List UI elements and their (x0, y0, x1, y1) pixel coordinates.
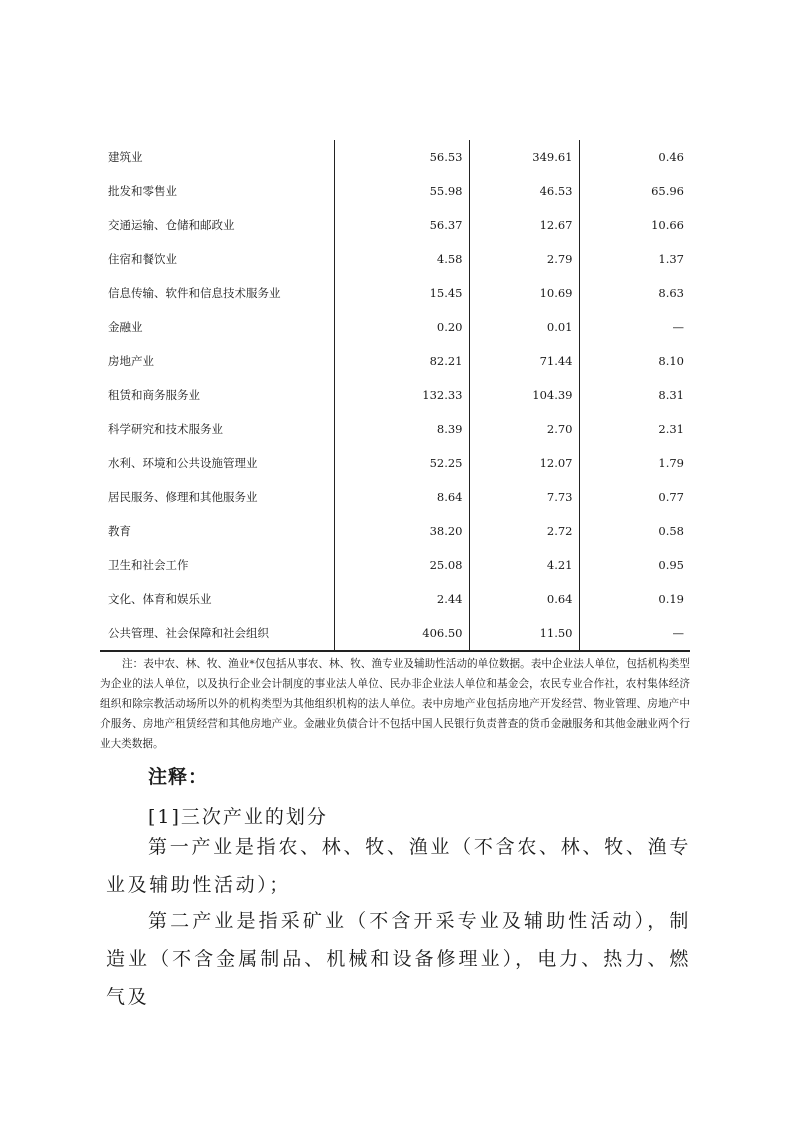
table-row (100, 310, 690, 344)
value-cell: 55.98 (334, 174, 469, 208)
industry-name-cell: 租赁和商务服务业 (108, 388, 200, 402)
industry-name-cell: 公共管理、社会保障和社会组织 (100, 616, 334, 651)
industry-name-cell: 建筑业 (108, 150, 143, 164)
value-cell: 15.45 (334, 276, 469, 310)
value-cell: 406.50 (334, 616, 469, 651)
value-cell: 4.58 (334, 242, 469, 276)
notes-heading: 注释： (148, 766, 209, 788)
industry-name-cell: 信息传输、软件和信息技术服务业 (108, 286, 281, 300)
value-cell: 52.25 (334, 446, 469, 480)
value-cell: 2.79 (469, 242, 579, 276)
value-cell: 1.79 (579, 446, 690, 480)
industry-name-cell: 卫生和社会工作 (108, 558, 189, 572)
value-cell: 56.37 (334, 208, 469, 242)
industry-name-cell: 文化、体育和娱乐业 (108, 592, 212, 606)
table-row (100, 616, 690, 651)
value-cell: 25.08 (334, 548, 469, 582)
value-cell: 12.67 (469, 208, 579, 242)
industry-name-cell: 教育 (108, 524, 131, 538)
table-row (100, 480, 690, 514)
value-cell: 2.44 (334, 582, 469, 616)
value-cell: 8.39 (334, 412, 469, 446)
table-row (100, 208, 690, 242)
value-cell: 8.63 (579, 276, 690, 310)
value-cell: 38.20 (334, 514, 469, 548)
value-cell: 8.31 (579, 378, 690, 412)
value-cell: 0.58 (579, 514, 690, 548)
value-cell: 82.21 (334, 344, 469, 378)
table-row (100, 140, 690, 174)
table-row (100, 378, 690, 412)
value-cell: 10.66 (579, 208, 690, 242)
value-cell: 7.73 (469, 480, 579, 514)
value-cell: 349.61 (469, 140, 579, 174)
table-body (100, 140, 690, 651)
value-cell: 0.95 (579, 548, 690, 582)
table-row (100, 174, 690, 208)
value-cell: 2.70 (469, 412, 579, 446)
notes-subheading: [1]三次产业的划分 (148, 806, 328, 828)
industry-name-cell: 科学研究和技术服务业 (108, 422, 223, 436)
value-cell: 2.31 (579, 412, 690, 446)
value-cell: — (579, 310, 690, 344)
value-cell: 12.07 (469, 446, 579, 480)
value-cell: 0.01 (469, 310, 579, 344)
value-cell: 46.53 (469, 174, 579, 208)
value-cell: 71.44 (469, 344, 579, 378)
value-cell: 56.53 (334, 140, 469, 174)
industry-data-table (100, 140, 690, 652)
industry-name-cell: 批发和零售业 (108, 184, 177, 198)
value-cell: 0.64 (469, 582, 579, 616)
value-cell: 0.19 (579, 582, 690, 616)
table-row (100, 276, 690, 310)
value-cell: 1.37 (579, 242, 690, 276)
value-cell: 11.50 (469, 616, 579, 651)
value-cell: 0.46 (579, 140, 690, 174)
table-row (100, 242, 690, 276)
industry-name-cell: 金融业 (108, 320, 143, 334)
value-cell: — (579, 616, 690, 651)
table-row (100, 446, 690, 480)
value-cell: 132.33 (334, 378, 469, 412)
value-cell: 4.21 (469, 548, 579, 582)
notes-paragraph: 第一产业是指农、林、牧、渔业（不含农、林、牧、渔专业及辅助性活动）； (106, 836, 691, 896)
table-row (100, 514, 690, 548)
industry-name-cell: 水利、环境和公共设施管理业 (108, 456, 258, 470)
industry-name-cell: 房地产业 (108, 354, 154, 368)
value-cell: 0.77 (579, 480, 690, 514)
industry-name-cell: 住宿和餐饮业 (108, 252, 177, 266)
table-row (100, 344, 690, 378)
industry-name-cell: 交通运输、仓储和邮政业 (108, 218, 235, 232)
table-footnote: 注：表中农、林、牧、渔业*仅包括从事农、林、牧、渔专业及辅助性活动的单位数据。表中企业法人单位，包括机构类型为企业的法人单位，以及执行企业会计制度的事业法人单位、民办非企业法人单位和基金会，农民专业合作社，农村集体经济组织和除宗教活动场所以外的机构类型为其他组织机构的法人单位。表中房地产业包括房地产开发经营、物业管理、房地产中介服务、房地产租赁经营和其他房地产业。金融业负债合计不包括中国人民银行负责普查的货币金融服务和其他金融业两个行业大类数据。 (100, 658, 690, 750)
table-row (100, 582, 690, 616)
table-row (100, 412, 690, 446)
notes-paragraph: 第二产业是指采矿业（不含开采专业及辅助性活动），制造业（不含金属制品、机械和设备修理业），电力、热力、燃气及 (106, 910, 691, 1008)
value-cell: 65.96 (579, 174, 690, 208)
value-cell: 8.64 (334, 480, 469, 514)
value-cell: 8.10 (579, 344, 690, 378)
industry-name-cell: 居民服务、修理和其他服务业 (108, 490, 258, 504)
value-cell: 2.72 (469, 514, 579, 548)
value-cell: 104.39 (469, 378, 579, 412)
value-cell: 10.69 (469, 276, 579, 310)
value-cell: 0.20 (334, 310, 469, 344)
table-row (100, 548, 690, 582)
